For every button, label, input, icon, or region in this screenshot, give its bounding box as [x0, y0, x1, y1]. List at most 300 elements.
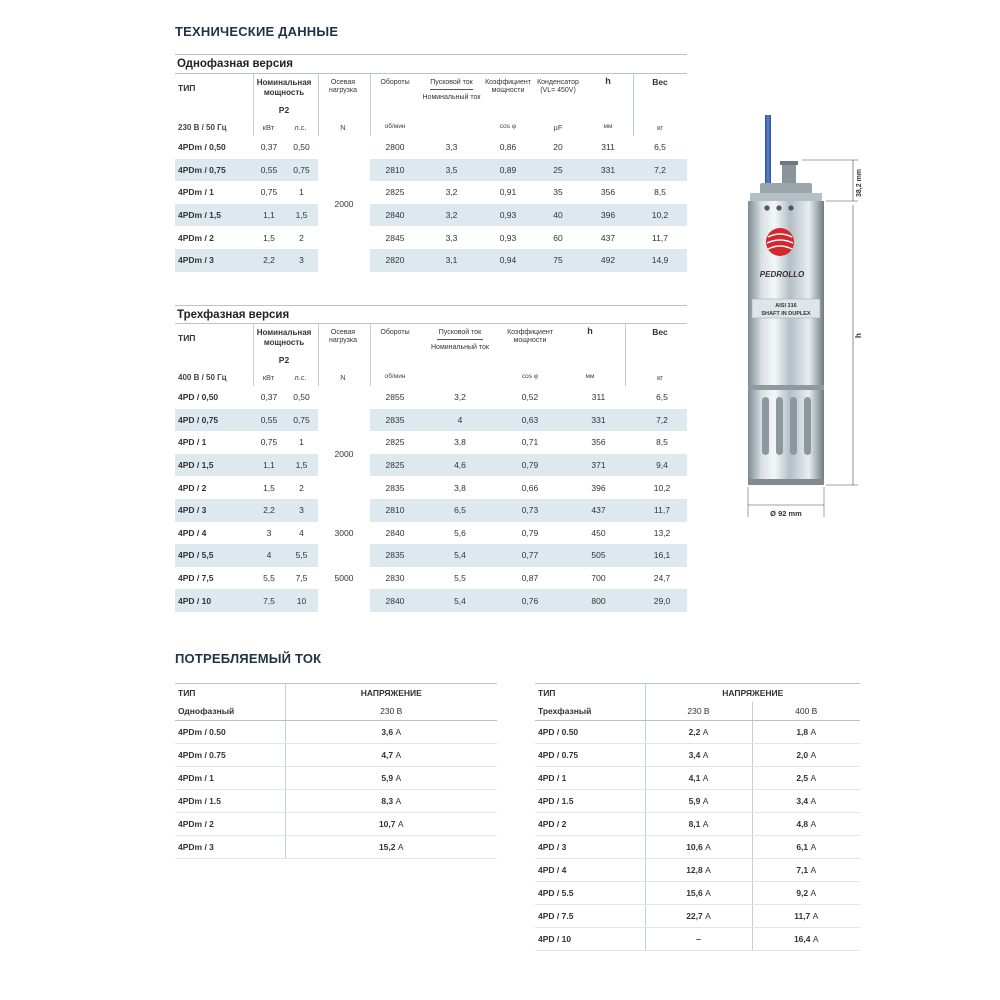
power-factor: 0,94 [483, 249, 533, 272]
header-weight: Вес [652, 77, 668, 87]
model-type: 4PD / 1.5 [535, 790, 645, 813]
table-row [175, 204, 687, 227]
header-cap-1: Конденсатор [537, 79, 579, 86]
power-kw: 4 [253, 544, 285, 567]
current-unit: A [702, 727, 709, 737]
current-unit: A [702, 819, 709, 829]
height: 311 [583, 136, 633, 159]
model-type: 4PDm / 3 [175, 249, 253, 272]
unit-axial: N [340, 123, 346, 132]
capacitor: 25 [533, 159, 583, 182]
rpm: 2820 [370, 249, 420, 272]
weight: 9,4 [637, 454, 687, 477]
current-400 [752, 859, 860, 882]
shaft-label: SHAFT IN DUPLEX [761, 311, 811, 317]
rpm: 2835 [370, 544, 420, 567]
table-row [535, 744, 860, 767]
start-ratio: 3,2 [420, 386, 500, 409]
header-start-2: Номинальный ток [422, 94, 481, 101]
current-value: 8,3 [381, 796, 394, 806]
current-value: 3,6 [381, 727, 394, 737]
three-phase-header [175, 324, 687, 386]
current-230 [645, 721, 752, 744]
model-type: 4PDm / 1 [175, 767, 285, 790]
weight: 16,1 [637, 544, 687, 567]
height: 311 [560, 386, 637, 409]
current-unit: A [397, 842, 404, 852]
current-unit: A [397, 819, 404, 829]
weight: 24,7 [637, 567, 687, 590]
table-row [175, 567, 687, 590]
table-row [175, 589, 687, 612]
model-type: 4PDm / 1.5 [175, 790, 285, 813]
header-power-1: Номинальная [256, 78, 312, 87]
power-kw: 0,55 [253, 409, 285, 432]
current-230 [645, 836, 752, 859]
current-value: 2,5 [796, 773, 809, 783]
height: 396 [583, 204, 633, 227]
capacitor: 40 [533, 204, 583, 227]
current-230 [285, 767, 497, 790]
height: 331 [560, 409, 637, 432]
table-row [175, 159, 687, 182]
power-hp: 3 [285, 499, 318, 522]
single-phase-table [175, 136, 687, 272]
current-400 [752, 928, 860, 951]
model-type: 4PD / 3 [535, 836, 645, 859]
unit-voltage: 230 В / 50 Гц [178, 123, 227, 132]
current-unit: A [810, 796, 817, 806]
table-row [175, 522, 687, 545]
current-unit: A [810, 773, 817, 783]
header-pf-1: Коэффициент [485, 79, 531, 86]
current-value: 4,7 [381, 750, 394, 760]
header-axial-1: Осевая [330, 329, 356, 336]
power-factor: 0,63 [500, 409, 560, 432]
weight: 7,2 [637, 409, 687, 432]
capacitor: 60 [533, 226, 583, 249]
current-value: 15,6 [686, 888, 703, 898]
start-ratio: 3,2 [420, 181, 483, 204]
unit-rpm: об/мин [384, 373, 406, 380]
header-start-2: Номинальный ток [431, 344, 489, 351]
current-unit: A [395, 750, 402, 760]
model-type: 4PD / 1 [175, 431, 253, 454]
model-type: 4PD / 0.50 [535, 721, 645, 744]
fraction-line [430, 89, 473, 90]
header-rpm: Обороты [380, 79, 410, 86]
power-kw: 2,2 [253, 499, 285, 522]
power-factor: 0,71 [500, 431, 560, 454]
power-hp: 0,50 [285, 386, 318, 409]
table-row [175, 136, 687, 159]
power-kw: 2,2 [253, 249, 285, 272]
model-type: 4PDm / 0,50 [175, 136, 253, 159]
start-ratio: 5,4 [420, 589, 500, 612]
header-voltage: НАПРЯЖЕНИЕ [285, 684, 497, 702]
model-type: 4PDm / 3 [175, 836, 285, 859]
rpm: 2840 [370, 204, 420, 227]
model-type: 4PDm / 0,75 [175, 159, 253, 182]
table-row [535, 721, 860, 744]
header-pf-2: мощности [491, 87, 525, 94]
model-type: 4PDm / 1,5 [175, 204, 253, 227]
power-factor: 0,93 [483, 204, 533, 227]
rpm: 2835 [370, 476, 420, 499]
table-row [175, 409, 687, 432]
power-hp: 10 [285, 589, 318, 612]
current-unit: A [702, 796, 709, 806]
power-kw: 1,1 [253, 204, 285, 227]
table-row [175, 721, 497, 744]
current-400 [752, 721, 860, 744]
current-400 [752, 767, 860, 790]
table-row [535, 836, 860, 859]
height: 371 [560, 454, 637, 477]
current-unit: A [702, 750, 709, 760]
height: 356 [583, 181, 633, 204]
model-type: 4PD / 4 [175, 522, 253, 545]
unit-hp: л.с. [294, 123, 307, 132]
current-unit: A [812, 934, 819, 944]
power-factor: 0,76 [500, 589, 560, 612]
current-value: 6,1 [796, 842, 809, 852]
brand-name: PEDROLLO [759, 270, 805, 279]
cable [765, 115, 771, 187]
power-factor: 0,79 [500, 522, 560, 545]
header-pf-2: мощности [513, 337, 547, 344]
current-unit: A [395, 727, 402, 737]
model-type: 4PDm / 0.50 [175, 721, 285, 744]
power-kw: 0,55 [253, 159, 285, 182]
current-value: 2,2 [688, 727, 701, 737]
screw-icon [776, 205, 781, 210]
three-current-table [535, 684, 860, 951]
pump-illustration [740, 115, 870, 525]
current-unit: A [810, 750, 817, 760]
power-hp: 0,75 [285, 159, 318, 182]
table-row [535, 767, 860, 790]
divider [175, 305, 687, 306]
rpm: 2845 [370, 226, 420, 249]
rpm: 2840 [370, 589, 420, 612]
power-hp: 5,5 [285, 544, 318, 567]
rpm: 2825 [370, 181, 420, 204]
power-factor: 0,77 [500, 544, 560, 567]
current-400 [752, 813, 860, 836]
weight: 7,2 [633, 159, 687, 182]
rpm: 2825 [370, 454, 420, 477]
table-row [175, 836, 497, 859]
header-power-3: P2 [278, 105, 290, 115]
height: 492 [583, 249, 633, 272]
model-type: 4PD / 7,5 [175, 567, 253, 590]
unit-weight: кг [656, 123, 664, 132]
power-factor: 0,89 [483, 159, 533, 182]
current-unit: A [810, 727, 817, 737]
cooling-slot [790, 397, 797, 455]
unit-voltage: 400 В / 50 Гц [178, 373, 227, 382]
single-phase-header [175, 74, 687, 136]
weight: 13,2 [637, 522, 687, 545]
table-row [175, 226, 687, 249]
current-unit: A [705, 842, 711, 852]
weight: 8,5 [637, 431, 687, 454]
start-ratio: 4,6 [420, 454, 500, 477]
power-factor: 0,87 [500, 567, 560, 590]
table-row [535, 790, 860, 813]
rpm: 2830 [370, 567, 420, 590]
power-hp: 3 [285, 249, 318, 272]
table-row [175, 386, 687, 409]
model-type: 4PD / 10 [175, 589, 253, 612]
model-type: 4PD / 1,5 [175, 454, 253, 477]
header-axial-2: нагрузка [329, 87, 357, 94]
power-kw: 1,5 [253, 476, 285, 499]
power-kw: 0,75 [253, 181, 285, 204]
power-factor: 0,93 [483, 226, 533, 249]
fraction-line [437, 339, 483, 340]
connector-cap [780, 161, 798, 165]
header-pf-1: Коэффициент [507, 329, 553, 336]
current-value: 15,2 [378, 842, 396, 852]
start-ratio: 3,8 [420, 476, 500, 499]
rpm: 2835 [370, 409, 420, 432]
current-value: 7,1 [796, 865, 809, 875]
unit-cap: µF [553, 123, 563, 132]
current-230 [285, 721, 497, 744]
start-ratio: 3,3 [420, 136, 483, 159]
axial-load: 2000 [318, 136, 370, 272]
current-230 [645, 905, 752, 928]
screw-icon [764, 205, 769, 210]
sub-type: Трехфазный [535, 702, 645, 721]
current-400 [752, 744, 860, 767]
screw-icon [788, 205, 793, 210]
power-hp: 2 [285, 476, 318, 499]
table-row [175, 476, 687, 499]
cooling-slot [776, 397, 783, 455]
unit-kw: кВт [262, 123, 275, 132]
power-factor: 0,91 [483, 181, 533, 204]
height: 437 [583, 226, 633, 249]
current-230 [645, 744, 752, 767]
single-phase-title: Однофазная версия [177, 58, 294, 70]
cooling-slot [804, 397, 811, 455]
current-230 [285, 813, 497, 836]
model-type: 4PDm / 2 [175, 813, 285, 836]
current-400 [752, 882, 860, 905]
unit-h: мм [585, 373, 595, 380]
table-row [535, 813, 860, 836]
header-axial-1: Осевая [330, 79, 356, 86]
divider [175, 54, 687, 55]
single-current-table [175, 684, 497, 859]
header-power-3: P2 [278, 355, 290, 365]
axial-load: 3000 [318, 522, 370, 545]
weight: 10,2 [633, 204, 687, 227]
unit-weight: кг [656, 373, 664, 382]
height: 437 [560, 499, 637, 522]
power-kw: 1,1 [253, 454, 285, 477]
table-row [535, 882, 860, 905]
current-value: 22,7 [686, 911, 703, 921]
current-230 [645, 882, 752, 905]
page-title: ТЕХНИЧЕСКИЕ ДАННЫЕ [175, 24, 339, 39]
model-type: 4PD / 5,5 [175, 544, 253, 567]
rpm: 2800 [370, 136, 420, 159]
start-ratio: 5,6 [420, 522, 500, 545]
current-value: 4,8 [796, 819, 809, 829]
current-value: 11,7 [794, 911, 811, 921]
weight: 11,7 [637, 499, 687, 522]
weight: 8,5 [633, 181, 687, 204]
weight: 6,5 [633, 136, 687, 159]
rpm: 2810 [370, 499, 420, 522]
start-ratio: 3,8 [420, 431, 500, 454]
current-value: 5,9 [381, 773, 394, 783]
weight: 10,2 [637, 476, 687, 499]
header-start-1: Пусковой ток [430, 79, 473, 86]
bottom-ring [748, 479, 824, 485]
model-type: 4PD / 0,75 [175, 409, 253, 432]
capacitor: 35 [533, 181, 583, 204]
power-hp: 2 [285, 226, 318, 249]
current-unit: A [705, 911, 711, 921]
table-row [535, 905, 860, 928]
current-unit: A [395, 796, 402, 806]
power-kw: 1,5 [253, 226, 285, 249]
table-row [175, 813, 497, 836]
current-400 [752, 790, 860, 813]
table-row [175, 181, 687, 204]
power-hp: 0,50 [285, 136, 318, 159]
current-400 [752, 905, 860, 928]
start-ratio: 3,2 [420, 204, 483, 227]
height: 800 [560, 589, 637, 612]
header-rpm: Обороты [380, 329, 410, 336]
model-type: 4PD / 2 [535, 813, 645, 836]
weight: 6,5 [637, 386, 687, 409]
height: 396 [560, 476, 637, 499]
current-value: 9,2 [796, 888, 809, 898]
model-type: 4PDm / 0.75 [175, 744, 285, 767]
model-type: 4PDm / 1 [175, 181, 253, 204]
power-hp: 7,5 [285, 567, 318, 590]
power-factor: 0,66 [500, 476, 560, 499]
current-230 [285, 744, 497, 767]
header-axial-2: нагрузка [329, 337, 357, 344]
consumption-title: ПОТРЕБЛЯЕМЫЙ ТОК [175, 651, 322, 666]
header-type: ТИП [538, 688, 556, 698]
power-hp: 1 [285, 181, 318, 204]
power-hp: 4 [285, 522, 318, 545]
weight: 14,9 [633, 249, 687, 272]
weight: 11,7 [633, 226, 687, 249]
model-type: 4PD / 4 [535, 859, 645, 882]
current-230 [645, 790, 752, 813]
height-dimension: h [854, 333, 863, 338]
three-phase-title: Трехфазная версия [177, 309, 290, 321]
current-unit: A [810, 888, 817, 898]
weight: 29,0 [637, 589, 687, 612]
rpm: 2810 [370, 159, 420, 182]
model-type: 4PD / 7.5 [535, 905, 645, 928]
start-ratio: 6,5 [420, 499, 500, 522]
power-hp: 1,5 [285, 204, 318, 227]
start-ratio: 5,4 [420, 544, 500, 567]
current-230 [645, 928, 752, 951]
height: 356 [560, 431, 637, 454]
current-unit: A [702, 773, 709, 783]
header-voltage: НАПРЯЖЕНИЕ [645, 684, 860, 702]
power-factor: 0,86 [483, 136, 533, 159]
power-hp: 1 [285, 431, 318, 454]
current-value: 3,4 [688, 750, 701, 760]
header-weight: Вес [652, 327, 668, 337]
table-row [175, 249, 687, 272]
header-cap-2: (VL= 450V) [540, 87, 576, 94]
model-type: 4PDm / 2 [175, 226, 253, 249]
start-ratio: 3,5 [420, 159, 483, 182]
current-value: 12,8 [686, 865, 703, 875]
height: 505 [560, 544, 637, 567]
current-value: 2,0 [796, 750, 809, 760]
sub-voltage-230: 230 В [645, 702, 752, 721]
pump-image [740, 115, 870, 525]
start-ratio: 5,5 [420, 567, 500, 590]
header-h: h [587, 326, 593, 336]
current-230 [645, 813, 752, 836]
current-unit: A [705, 888, 711, 898]
current-230 [285, 836, 497, 859]
table-row [175, 767, 497, 790]
model-type: 4PD / 5.5 [535, 882, 645, 905]
unit-h: мм [603, 123, 613, 130]
current-value: 5,9 [688, 796, 701, 806]
header-type: ТИП [178, 333, 196, 343]
current-value: 16,4 [793, 934, 811, 944]
model-type: 4PD / 0,50 [175, 386, 253, 409]
table-row [535, 928, 860, 951]
unit-kw: кВт [262, 373, 275, 382]
header-type: ТИП [178, 688, 196, 698]
table-row [175, 744, 497, 767]
unit-pf: cos φ [499, 123, 517, 130]
rpm: 2840 [370, 522, 420, 545]
power-kw: 0,37 [253, 386, 285, 409]
header-power-1: Номинальная [256, 328, 312, 337]
power-factor: 0,79 [500, 454, 560, 477]
unit-rpm: об/мин [384, 123, 406, 130]
cooling-slot [762, 397, 769, 455]
power-kw: 5,5 [253, 567, 285, 590]
model-type: 4PD / 3 [175, 499, 253, 522]
sub-voltage-400: 400 В [752, 702, 860, 721]
start-ratio: 3,1 [420, 249, 483, 272]
table-row [175, 431, 687, 454]
top-dimension: 38,2 mm [856, 168, 863, 197]
start-ratio: 4 [420, 409, 500, 432]
header-type: ТИП [178, 83, 196, 93]
table-row [175, 499, 687, 522]
axial-load: 2000 [318, 386, 370, 522]
power-kw: 0,37 [253, 136, 285, 159]
table-row [175, 454, 687, 477]
sub-voltage: 230 В [285, 702, 497, 721]
model-type: 4PD / 0.75 [535, 744, 645, 767]
material-label: AISI 316 [775, 303, 797, 309]
